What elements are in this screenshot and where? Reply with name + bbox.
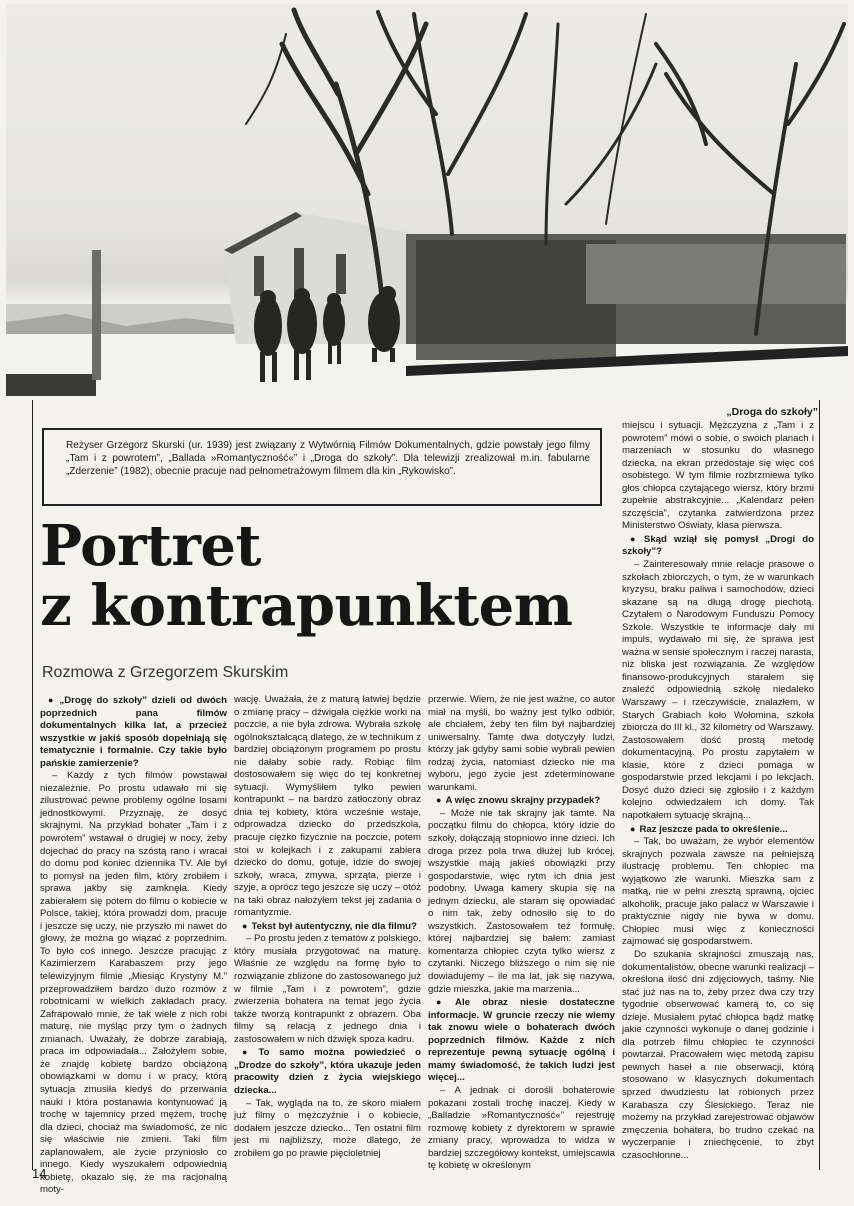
interview-paragraph: – Tak, bo uważam, że wybór elementów skrajnych pozwala zawsze na pełniejszą ilustrację problemu. Ten chłopiec ma wyjątkowo złe warunki. Mieszka sam z matką, nie w pełni zresztą sprawną, ojciec alkoholik, pracuje jako palacz w Warszawie i praktycznie nigdy nie bywa w domu. Chłopiec musi więc z konieczności zajmować się gospodarstwem. xyxy=(622,836,814,948)
interview-question: ● „Drogę do szkoły” dzieli od dwóch poprzednich pana filmów dokumentalnych kilka lat, a przecież wszystkie w jakiś sposób dopełniają się tematycznie i formalnie. Czy takie było pańskie zamierzenie? xyxy=(40,694,227,770)
interview-paragraph: przerwie. Wiem, że nie jest ważne, co autor miał na myśli, bo ważny jest tylko odbiór, ale chciałem, żeby ten film był najbardziej uniwersalny. Tamte dwa dotyczyły ludzi, którzy jak gdyby sami sobie wybrali pewien rodzaj życia, natomiast dziecko nie ma wyboru, jego życie jest zdeterminowane warunkami. xyxy=(428,694,615,793)
winter-landscape-illustration xyxy=(6,4,848,398)
interview-paragraph: – Może nie tak skrajny jak tamte. Na początku filmu do chłopca, który idzie do szkoły, dołączają stopniowo inne dzieci. Ich droga przez pola trwa dłużej lub krócej, wszystkie mają jakieś obowiązki przy gospodarstwie, więc rytm ich dnia jest podobny. Uwaga kamery skupia się na jednym dziecku, ale staram się opowiadać o nim tak, żeby odnosiło się to do wszystkich. Zastosowałem też formułę, której najbardziej się bałem: zamiast komentarza chłopiec czyta tylko wiersz z czytanki. Niczego bliższego o nim się nie dowiadujemy – ile ma lat, jak się nazywa, gdzie mieszka, jakie ma marzenia... xyxy=(428,807,615,995)
interview-paragraph: Do szukania skrajności zmuszają nas, dokumentalistów, obecne warunki realizacji – określona ilość dni zdjęciowych, taśmy. Nie stać już nas na to, żeby przez dwa czy trzy tygodnie obserwować kamerą to, co się dzieje. Musiałem pytać chłopca bądź matkę jakie czynności wykonuje o danej godzinie i dla potrzeb filmu chłopiec te czynności powtarzał. Pracowałem więc metodą zapisu pewnych haseł a nie obserwacji, którą stosowano w klasycznych dokumentach sprzed dwudziestu lat robionych przez Karabasza czy Ślesickiego. Teraz nie możemy na przykład zarejestrować objawów zmęczenia bohatera, bo trudno czekać na wyczerpanie i zniechęcenie, to zbyt czasochłonne... xyxy=(622,948,814,1161)
page-number: 14 xyxy=(32,1166,47,1181)
interview-question: ● To samo można powiedzieć o „Drodze do szkoły”, która ukazuje jeden pracowity dzień z życia wiejskiego dziecka... xyxy=(234,1046,421,1097)
text-column-1 xyxy=(40,694,228,1196)
running-head: „Droga do szkoły” xyxy=(726,406,818,418)
text-column-4 xyxy=(622,420,814,1161)
article-title xyxy=(40,513,620,639)
interview-paragraph: – Tak, wygląda na to, że skoro miałem już filmy o mężczyźnie i o kobiecie, dodałem jeszcze dziecko... Ten ostatni film jest mi najbliższy, może dlatego, że zrobiłem go po prawie pięcioletniej xyxy=(234,1097,421,1159)
interview-paragraph: – Każdy z tych filmów powstawał niezależnie. Po prostu udawało mi się zilustrować pewne problemy ogólne losami jednostkowymi. Przyznaję, że dosyć skrajnymi. Na przykład bohater „Tam i z powrotem” wstawał o drugiej w nocy, żeby dojechać do pracy na szóstą rano i wracał do domu pod koniec dziennika TV. Ale był to pomysł na jeden film, który zrobiłem i sprawa jakby się zamknęła. Kiedy zabierałem się potem do filmu o kobiecie w Polsce, takiej, która prowadzi dom, pracuje i jeszcze się uczy, nie przyszło mi nawet do głowy, że można go wiązać z poprzednim. To było coś innego. Jeszcze pracując z Kazimierzem Karabaszem przy jego telewizyjnym filmie „Miesiąc Krystyny M.” przeprowadziłem bardzo dużo rozmów z robotnicami w wielkich zakładach pracy. Zafrapowało mnie, że tak wiele z nich robi maturę, nie myśląc przy tym o żadnych zmianach. Uważały, że dobrze zarabiają, praca im odpowiadała... Założyłem sobie, że znajdę kobietę bardzo obciążoną obowiązkami w domu i w pracy, którą sytuacja zmusiła kiedyś do przerwania nauki i która postanawia kontynuować ją trochę w tajemnicy przed mężem, trochę dla dzieci, chociaż ma świadomość, że nic się właściwie nie zmieni. Taki film zaplanowałem, ale życie przyniosło co innego. Kiedy wyszukałem odpowiednią kobietę, okazało się, że ma racjonalną moty- xyxy=(40,770,227,1196)
interview-question: ● Tekst był autentyczny, nie dla filmu? xyxy=(234,920,421,934)
interview-paragraph: – Po prostu jeden z tematów z polskiego, który musiała przygotować na maturę. Właśnie ze względu na formę było to rozwiązanie zbliżone do zastosowanego już w filmie „Tam i z powrotem”, gdzie zwierzenia bohatera na temat jego życia także tworzą kontrapunkt z obrazem. Oba filmy są relacją z jednego dnia i zastosowałem w nich dźwięk spoza kadru. xyxy=(234,933,421,1045)
interview-question: ● Ale obraz niesie dostateczne informacje. W gruncie rzeczy nie wiemy tak znowu wiele o bohaterach dwóch poprzednich filmów. Każde z nich reprezentuje pewną sytuację ogólną i mamy świadomość, że takich ludzi jest więcej... xyxy=(428,996,615,1085)
interview-question: ● Raz jeszcze pada to określenie... xyxy=(622,823,814,837)
text-column-2 xyxy=(234,694,422,1159)
interview-question: ● Skąd wziął się pomysł „Drogi do szkoły”? xyxy=(622,533,814,559)
interview-paragraph: wację. Uważała, że z maturą łatwiej będzie o zmianę pracy – dźwigała ciężkie worki na poczcie, a nie była zdrowa. Wybrała szkołę ogólnokształcącą dlatego, że w technikum z bardziej obciążonym programem po prostu nie dałaby sobie rady. Robiąc film dostosowałem się więc do tej konkretnej sytuacji. Wymyśliłem tylko pewien kontrapunkt – na bardzo zatłoczony obraz dnia tej kobiety, która wcześnie wstaje, odprowadza dziecko do przedszkola, pracuje ciężko fizycznie na poczcie, potem stoi w kolejkach i z zakupami zabiera dziecko do domu, gotuje, idzie do swojej szkoły, wraca, zmywa, sprząta, pierze i szyje, a oprócz tego jeszcze się uczy – otóż na taki obraz nałożyłem tekst jej zadania o romantyzmie. xyxy=(234,694,421,919)
article-subtitle: Rozmowa z Grzegorzem Skurskim xyxy=(42,664,289,681)
header-photo-winter-school xyxy=(6,4,848,398)
title-line-1: Portret xyxy=(40,513,261,579)
interview-question: ● A więc znowu skrajny przypadek? xyxy=(428,794,615,808)
interview-paragraph: – A jednak ci dorośli bohaterowie pokazani zostali trochę inaczej. Kiedy w „Balladzie »Romantyczność«” rejestruję rozmowę kobiety z dyrektorem w sprawie zmiany pracy, wprowadza to widza w bardziej szczegółowy kontekst, umiejscawia tę kobietę w określonym xyxy=(428,1084,615,1172)
title-line-2: z kontrapunktem xyxy=(40,573,573,639)
text-column-3 xyxy=(428,694,616,1172)
interview-paragraph: – Zainteresowały mnie relacje prasowe o szkołach zbiorczych, o tym, że w warunkach kryzysu, braku paliwa i samochodów, dzieci skazane są na długą drogę piechotą. Czytałem o Narodowym Funduszu Pomocy Szkole. Wszystkie te informacje dały mi impuls, wydawało mi się, że sprawa jest ważna w sensie społecznym i raczej narasta, niż bliska jest rozwiązania. Ze względów finansowo-produkcyjnych starałem się znaleźć odpowiednią szkołę niedaleko Warszawy – i rzeczywiście, znalazłem, w Starych Grabiach koło Wołomina, szkoła zbiorcza do III kl., 32 kilometry od Warszawy. Zastosowałem dość prostą metodę dokumentacyjną. Po prostu zapytałem w klasie, które z dzieci pomaga w gospodarstwie przed lekcjami i po lekcjach. Dosyć dużo dzieci się zgłosiło i z każdym kolejno odwiedzałem ich domy. Tak napotkałem sytuację skrajną... xyxy=(622,559,814,821)
interview-paragraph: miejscu i sytuacji. Mężczyzna z „Tam i z powrotem” mówi o sobie, o swoich planach i marzeniach w stosunku do własnego dziecka, na ekran przedostaje się więc coś osobistego. W tym filmie rozbrzmiewa tylko głos chłopca czytającego wiersz, który brzmi zupełnie abstrakcyjnie... „Kalendarz pełen szczęścia”, czytanka zatwierdzona przez Ministerstwo Oświaty, klasa pierwsza. xyxy=(622,420,814,532)
author-intro-box: Reżyser Grzegorz Skurski (ur. 1939) jest związany z Wytwórnią Filmów Dokumentalnych, gdzie powstały jego filmy „Tam i z powrotem”, „Ballada »Romantyczność«” i „Droga do szkoły”. Dla telewizji zrealizował m.in. fabularne „Zderzenie” (1982), obecnie pracuje nad pełnometrażowym filmem dla kin „Rykowisko”. xyxy=(42,428,602,506)
